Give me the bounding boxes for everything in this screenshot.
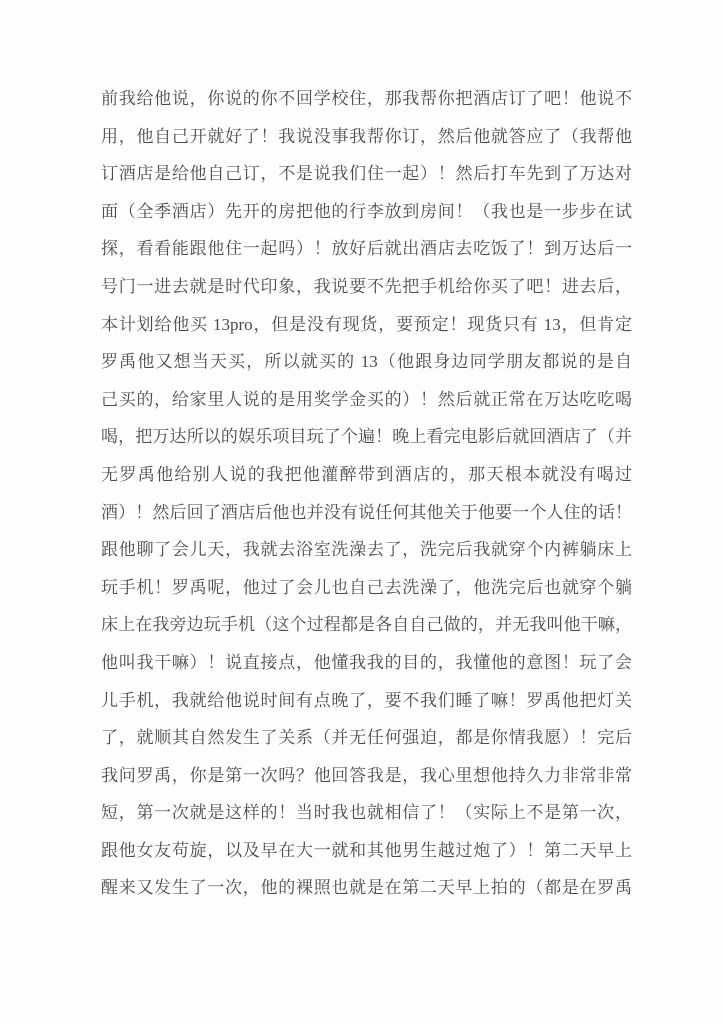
text-line: 跟他女友苟旋，以及早在大一就和其他男生越过炮了）！第二天早上 (101, 840, 632, 860)
text-line: 己买的，给家里人说的是用奖学金买的）！然后就正常在万达吃吃喝 (101, 389, 632, 409)
text-line: 无罗禹他给别人说的我把他灌醉带到酒店的，那天根本就没有喝过 (101, 464, 632, 484)
text-line: 喝，把万达所以的娱乐项目玩了个遍！晚上看完电影后就回酒店了（并 (101, 427, 632, 447)
text-line: 订酒店是给他自己订，不是说我们住一起）！然后打车先到了万达对 (101, 164, 632, 184)
text-line: 玩手机！罗禹呢，他过了会儿也自己去洗澡了，他洗完后也就穿个躺 (101, 577, 632, 597)
paragraph-text (101, 80, 632, 907)
text-line: 短，第一次就是这样的！当时我也就相信了！（实际上不是第一次， (101, 803, 632, 823)
text-line: 本计划给他买 13pro，但是没有现货，要预定！现货只有 13，但肯定 (101, 314, 632, 334)
text-line: 号门一进去就是时代印象，我说要不先把手机给你买了吧！进去后， (101, 276, 632, 296)
text-line: 床上在我旁边玩手机（这个过程都是各自自己做的，并无我叫他干嘛， (101, 615, 632, 635)
text-line: 面（全季酒店）先开的房把他的行李放到房间！（我也是一步步在试 (101, 201, 632, 221)
text-line: 探，看看能跟他住一起吗）！放好后就出酒店去吃饭了！到万达后一 (101, 239, 632, 259)
text-line: 了，就顺其自然发生了关系（并无任何强迫，都是你情我愿）！完后 (101, 728, 632, 748)
text-line: 罗禹他又想当天买，所以就买的 13（他跟身边同学朋友都说的是自 (101, 352, 632, 372)
text-line: 酒）！然后回了酒店后他也并没有说任何其他关于他要一个人住的话！ (101, 502, 632, 522)
text-line: 前我给他说，你说的你不回学校住，那我帮你把酒店订了吧！他说不 (101, 89, 632, 108)
text-line: 我问罗禹，你是第一次吗？他回答我是，我心里想他持久力非常非常 (101, 765, 632, 785)
text-line: 醒来又发生了一次，他的裸照也就是在第二天早上拍的（都是在罗禹 (101, 878, 632, 898)
text-line: 跟他聊了会儿天，我就去浴室洗澡去了，洗完后我就穿个内裤躺床上 (101, 540, 632, 560)
text-line: 儿手机，我就给他说时间有点晚了，要不我们睡了嘛！罗禹他把灯关 (101, 690, 632, 710)
text-line: 他叫我干嘛）！说直接点，他懂我我的目的，我懂他的意图！玩了会 (101, 652, 632, 672)
text-line: 用，他自己开就好了！我说没事我帮你订，然后他就答应了（我帮他 (101, 126, 632, 146)
